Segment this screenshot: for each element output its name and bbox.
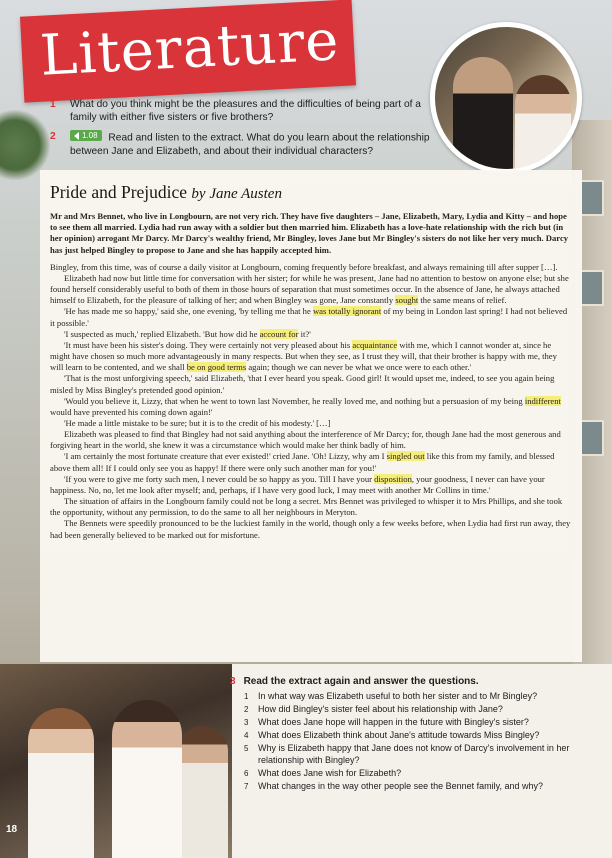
exercise-instruction: Read the extract again and answer the questions. bbox=[243, 676, 479, 687]
photo-figure-man bbox=[453, 57, 513, 174]
extract-text bbox=[50, 262, 572, 541]
highlighted-word: disposition bbox=[374, 473, 412, 484]
extract-paragraph: 'That is the most unforgiving speech,' said Elizabeth, 'that I ever heard you speak. Good girl! It would upset me, indeed, to see you again being misled by Miss Bingley's pretended good opinion.' bbox=[50, 373, 555, 395]
film-still-photo bbox=[430, 22, 582, 174]
intro-questions bbox=[48, 98, 438, 164]
extract-paragraph: Elizabeth had now but little time for conversation with her sister; for while he was present, Jane had no attention to bestow on anyone else; but she found herself considerably useful to both of them in those hours of separation that must sometimes occur. In the absence of Jane, he always attached himself to Elizabeth, for the pleasure of talking of her; and when Bingley was gone, Jane constantly sought the same means of relief. bbox=[50, 272, 569, 306]
intro-question-2 bbox=[48, 130, 438, 158]
extract-heading bbox=[50, 182, 572, 203]
extract-panel bbox=[40, 170, 582, 662]
exercise-number: 3 bbox=[230, 676, 236, 687]
highlighted-word: was totally ignorant bbox=[312, 306, 382, 317]
list-item: 6 What does Jane wish for Elizabeth? bbox=[244, 768, 402, 779]
question-list bbox=[230, 691, 602, 793]
extract-paragraph: The situation of affairs in the Longbourn family could not be long a secret. Mrs Bennet was privileged to whisper it to Mrs Phillips, and she took the opportunity, without any permission, to do the same to all her neighbours in Meryton. bbox=[50, 496, 563, 518]
exercise-3 bbox=[230, 676, 602, 794]
list-item: 2 How did Bingley's sister feel about his relationship with Jane? bbox=[244, 704, 503, 715]
page-title: Literature bbox=[38, 8, 341, 89]
exercise-heading bbox=[230, 676, 602, 687]
extract-summary: Mr and Mrs Bennet, who live in Longbourn, are not very rich. They have five daughters – Jane, Elizabeth, Mary, Lydia and Kitty – and hope to see them all married. Lydia had run away with a soldier but then married him. Elizabeth has a love-hate relationship with the rich but (in her opinion) arrogant Mr Darcy. Mr Darcy's wealthy friend, Mr Bingley, loves Jane but Mr Bingley's sisters do not like her very much. Darcy has just helped Bingley to propose to Jane and she has happily accepted him. bbox=[50, 211, 569, 255]
page-number: 18 bbox=[6, 824, 18, 835]
highlighted-word: acquaintance bbox=[352, 339, 398, 350]
highlighted-word: indifferent bbox=[524, 395, 561, 406]
extract-paragraph: 'He made a little mistake to be sure; but it is to the credit of his modesty.' […] bbox=[64, 418, 331, 428]
highlighted-word: sought bbox=[395, 295, 419, 306]
extract-paragraph: 'It must have been his sister's doing. They were certainly not very pleased about his acquaintance with me, which I cannot wonder at, since he might have chosen so much more advantageously in many respects. But when they see, as I trust they will, that their brother is happy with me, they will learn to be contented, and we shall be on good terms again; though we can never be what we once were to each other.' bbox=[50, 339, 557, 373]
book-title: Pride and Prejudice bbox=[50, 182, 188, 202]
list-item: 3 What does Jane hope will happen in the future with Bingley's sister? bbox=[244, 717, 529, 728]
film-still-sisters bbox=[0, 664, 232, 858]
photo-figure bbox=[28, 708, 94, 858]
extract-paragraph: 'If you were to give me forty such men, I never could be so happy as you. Till I have your disposition, your goodness, I never can have your happiness. No, no, let me look after myself; and, perhaps, if I have very good luck, I may meet with another Mr Collins in time.' bbox=[50, 473, 545, 495]
question-number: 2 bbox=[50, 131, 56, 142]
extract-paragraph: 'Would you believe it, Lizzy, that when he went to town last November, he really loved me, and nothing but a persuasion of my being indifferent would have prevented his coming down again!' bbox=[50, 395, 561, 417]
photo-figure bbox=[178, 726, 228, 858]
intro-question-1 bbox=[48, 98, 438, 124]
extract-paragraph: 'He has made me so happy,' said she, one evening, 'by telling me that he was totally ignorant of my being in London last spring! I had not believed it possible.' bbox=[50, 306, 568, 328]
extract-paragraph: 'I am certainly the most fortunate creature that ever existed!' cried Jane. 'Oh! Lizzy, why am I singled out like this from my family, and blessed above them all! If I could only see you as happy! If there were only such another man for you!' bbox=[50, 451, 555, 473]
photo-figure bbox=[112, 700, 182, 858]
list-item: 7 What changes in the way other people see the Bennet family, and why? bbox=[244, 781, 544, 792]
book-author: by Jane Austen bbox=[191, 186, 282, 202]
speaker-icon bbox=[74, 132, 79, 140]
list-item: 5 Why is Elizabeth happy that Jane does not know of Darcy's involvement in her relationship with Bingley? bbox=[244, 743, 570, 765]
highlighted-word: singled out bbox=[386, 451, 425, 462]
question-number: 1 bbox=[50, 99, 56, 110]
question-text: What do you think might be the pleasures and the difficulties of being part of a family with either five sisters or five brothers? bbox=[70, 99, 421, 123]
highlighted-word: be on good terms bbox=[186, 362, 247, 373]
extract-paragraph: Elizabeth was pleased to find that Bingley had not said anything about the interference of Mr Darcy; for, though Jane had the most generous and forgiving heart in the world, she knew it was a circumstance which would make her think badly of him. bbox=[50, 429, 561, 451]
house-window bbox=[580, 270, 604, 306]
question-text: Read and listen to the extract. What do you learn about the relationship between Jane and Elizabeth, and about their individual characters? bbox=[70, 132, 430, 157]
audio-track-label: 1.08 bbox=[82, 131, 98, 140]
house-window bbox=[580, 180, 604, 216]
extract-paragraph: The Bennets were speedily pronounced to be the luckiest family in the world, though only a few weeks before, when Lydia had first run away, they had been generally believed to be marked out for misfortune. bbox=[50, 518, 571, 540]
list-item: 4 What does Elizabeth think about Jane's attitude towards Miss Bingley? bbox=[244, 730, 540, 741]
list-item: 1 In what way was Elizabeth useful to both her sister and to Mr Bingley? bbox=[244, 691, 538, 701]
highlighted-word: account for bbox=[259, 328, 299, 339]
extract-paragraph: Bingley, from this time, was of course a daily visitor at Longbourn, coming frequently before breakfast, and always remaining till after supper […]. bbox=[50, 261, 558, 272]
audio-track-badge[interactable] bbox=[70, 130, 102, 141]
house-window bbox=[580, 420, 604, 456]
extract-paragraph: 'I suspected as much,' replied Elizabeth. 'But how did he account for it?' bbox=[64, 328, 311, 339]
photo-figure-woman bbox=[515, 75, 571, 174]
